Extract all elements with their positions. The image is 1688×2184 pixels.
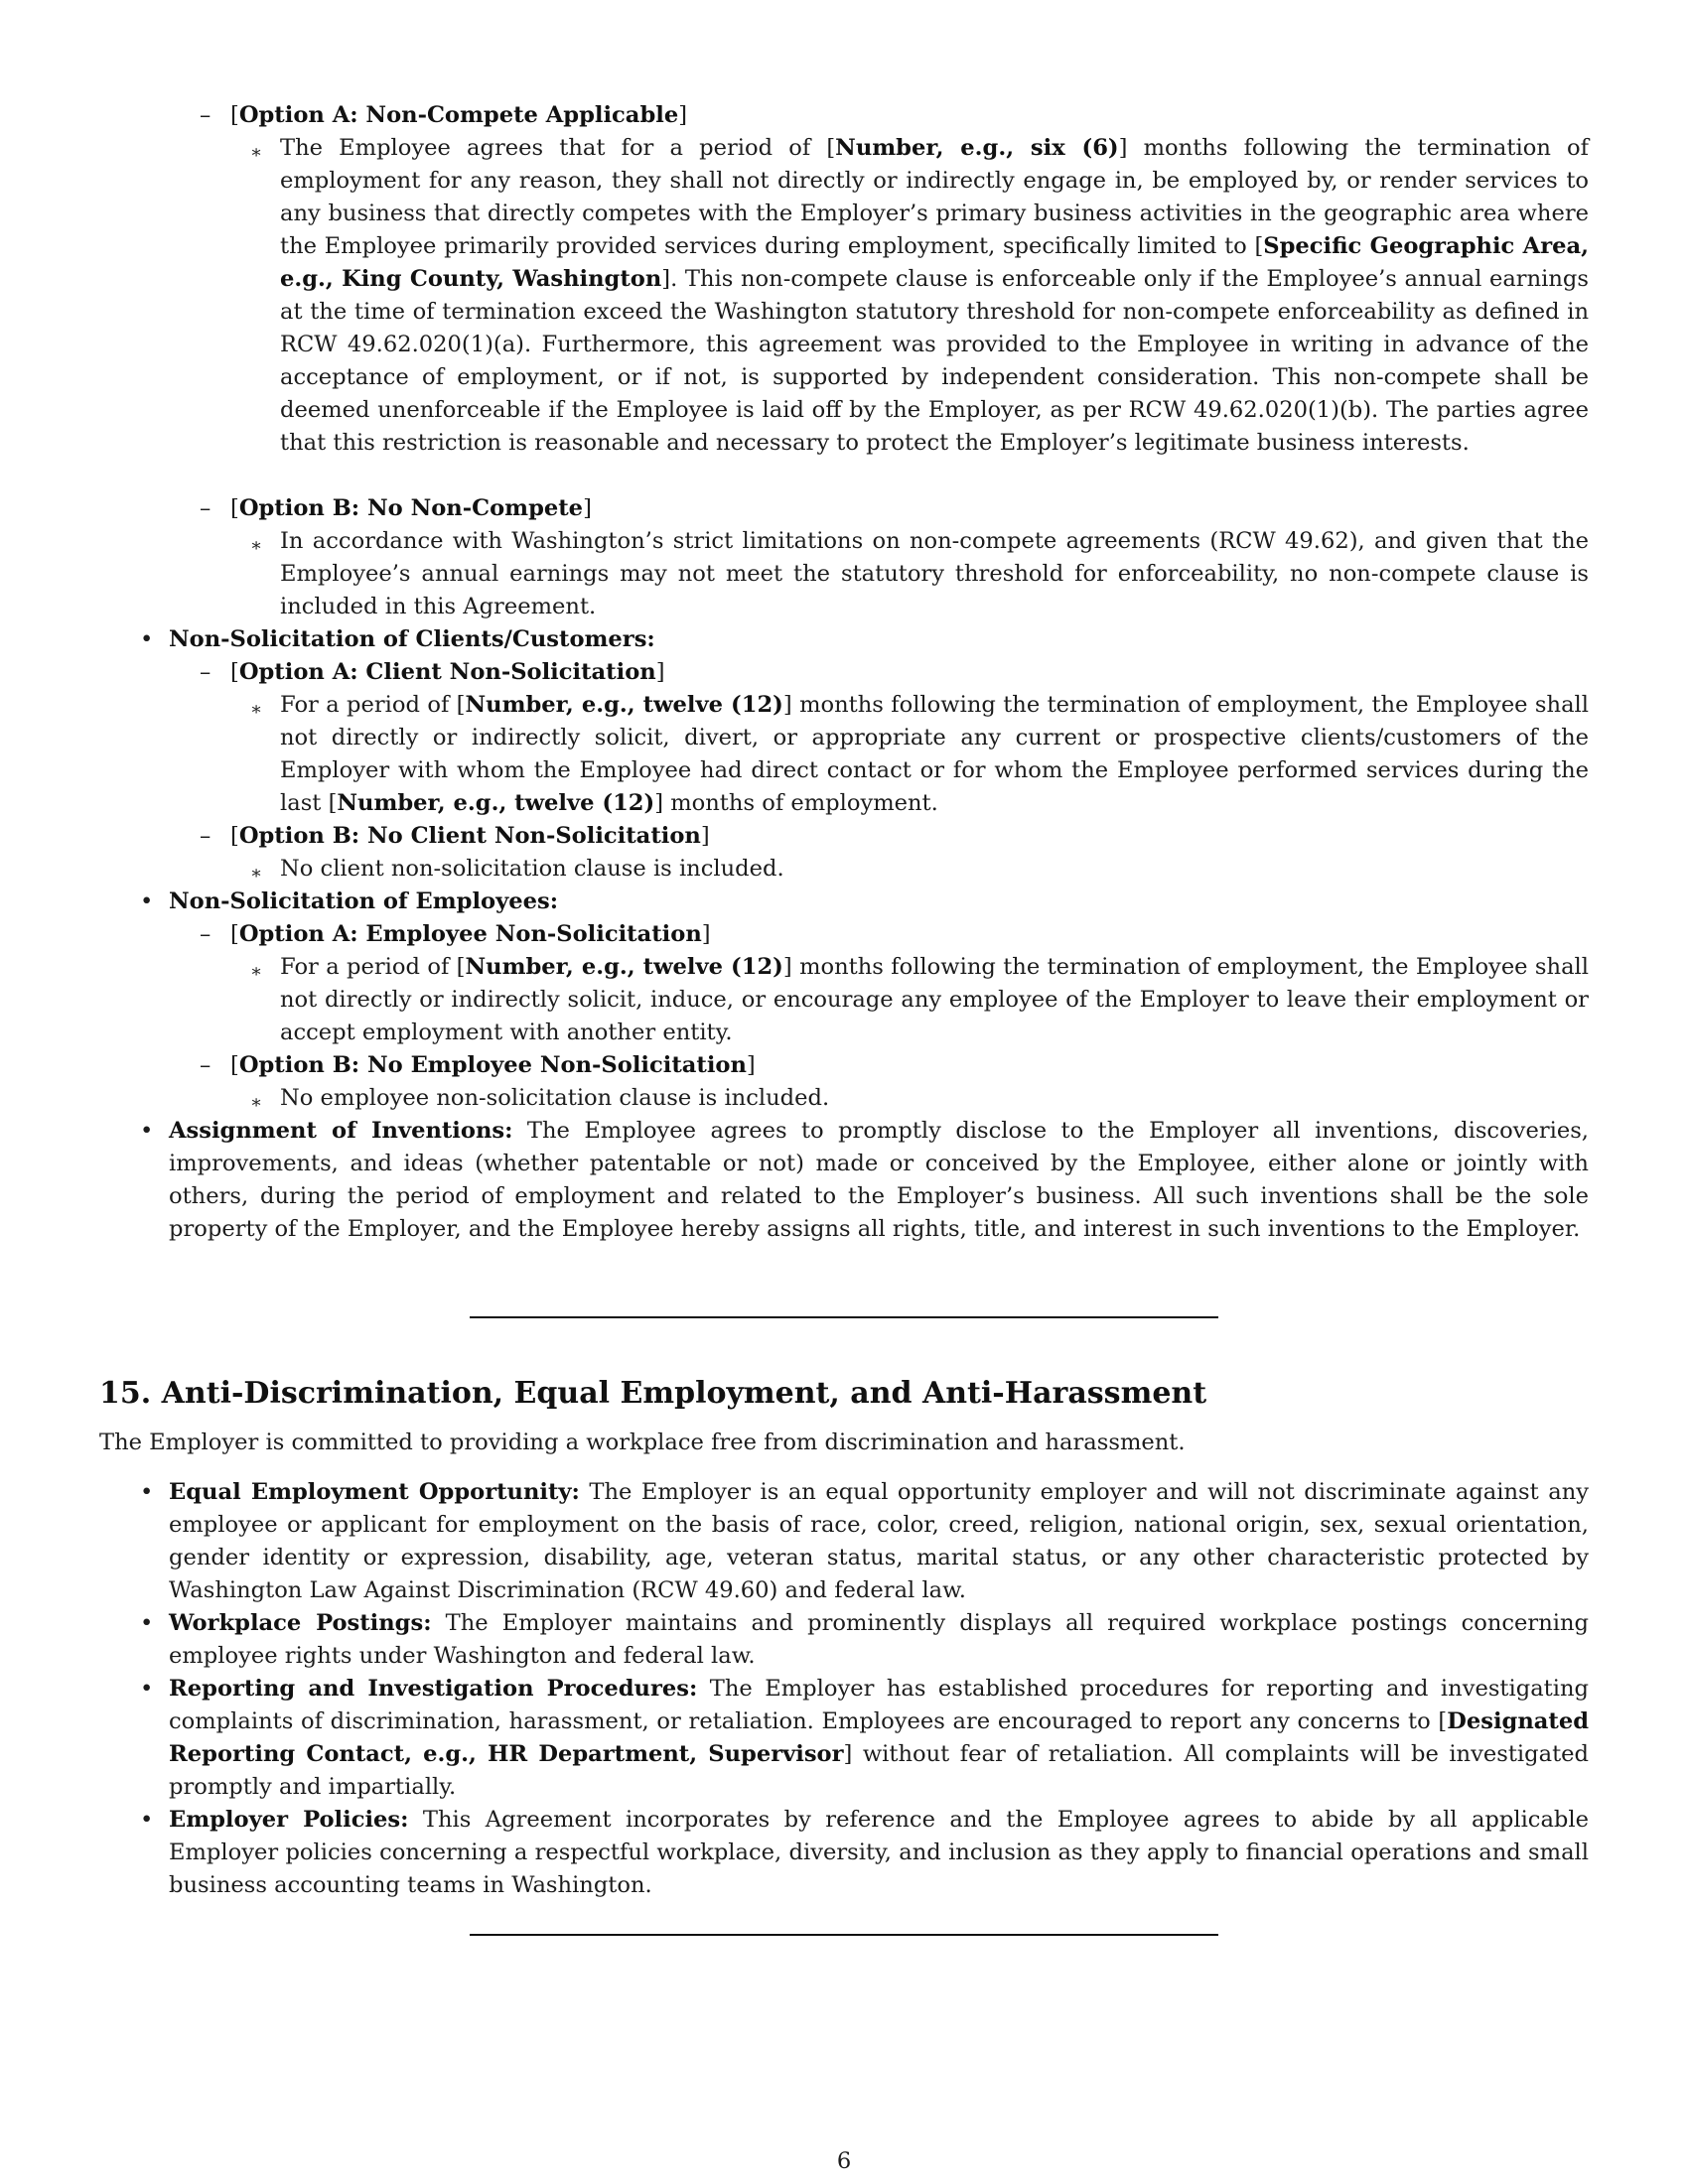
assignment-of-inventions-item: • Assignment of Inventions: The Employee agrees to promptly disclose to the Employer all inventions, discoveries, improvements, and ideas (whether patentable or not) made or conceived by the Employee, either alone or jointly with others, during the period of employment and related to the Employer’s business. All such inventions shall be the sole property of the Employer, and the Employee hereby assigns all rights, title, and interest in such inventions to the Employer. [140, 1115, 1589, 1246]
dash-marker: – [200, 659, 211, 685]
dash-marker: – [200, 823, 211, 849]
no-non-compete-clause: ∗ In accordance with Washington’s strict limitations on non-compete agreements (RCW 49.62), and given that the Employee’s annual earnings may not meet the statutory threshold for enforceability, no non-compete clause is included in this Agreement. [250, 528, 1589, 619]
section-15-intro: The Employer is committed to providing a workplace free from discrimination and harassment. [99, 1430, 1186, 1455]
dash-marker: – [200, 495, 211, 521]
asterisk-marker: ∗ [250, 535, 263, 556]
no-employee-non-solicitation-clause: ∗ No employee non-solicitation clause is included. [250, 1082, 1589, 1115]
asterisk-marker: ∗ [250, 699, 263, 720]
bullet-marker: • [140, 626, 154, 652]
employer-policies-item: • Employer Policies: This Agreement incorporates by reference and the Employee agrees to abide by all applicable Employer policies concerning a respectful workplace, diversity, and inclusion as they apply to financial operations and small business accounting teams in Washington. [140, 1804, 1589, 1902]
asterisk-marker: ∗ [250, 961, 263, 982]
employee-non-solicitation-item: • Non-Solicitation of Employees: [140, 886, 1589, 918]
section-divider [470, 1934, 1218, 1936]
reporting-procedures-item: • Reporting and Investigation Procedures: The Employer has established procedures for reporting and investigating complaints of discrimination, harassment, or retaliation. Employees are encouraged to report any concerns to [Designated Reporting Contact, e.g., HR Department, Supervisor] without fear of retaliation. All complaints will be investigated promptly and impartially. [140, 1673, 1589, 1804]
section-divider [470, 1316, 1218, 1318]
asterisk-marker: ∗ [250, 1092, 263, 1113]
workplace-postings-item: • Workplace Postings: The Employer maintains and prominently displays all required workplace postings concerning employee rights under Washington and federal law. [140, 1607, 1589, 1673]
document-page: – [Option A: Non-Compete Applicable] ∗ The Employee agrees that for a period of [Number, e.g., six (6)] months following the termination of employment for any reason, they shall not directly or indirectly engage in, be employed by, or render services to any business that directly competes with the Employer’s primary business activities in the geographic area where the Employee primarily provided services during employment, specifically limited to [Specific Geographic Area, e.g., King County, Washington]. This non-compete clause is enforceable only if the Employee’s annual earnings at the time of termination exceed the Washington statutory threshold for non-compete enforceability as defined in RCW 49.62.020(1)(a). Furthermore, this agreement was provided to the Employee in writing in advance of the acceptance of employment, or if not, is supported by independent consideration. This non-compete shall be deemed unenforceable if the Employee is laid off by the Employer, as per RCW 49.62.020(1)(b). The parties agree that this restriction is reasonable and necessary to protect the Employer’s legitimate business interests. – [Option B: No Non-Compete] ∗ In accordance with Washington’s strict limitations on non-compete agreements (RCW 49.62), and given that the Employee’s annual earnings may not meet the statutory threshold for enforceability, no non-compete clause is included in this Agreement. • Non-Solicitation of Clients/Customers: – [Option A: Client Non-Solicitation] ∗ For a period of [Number, e.g., twelve (12)] months following the termination of employment, the Employee shall not directly or indirectly solicit, divert, or appropriate any current or prospective clients/customers of the Employer with whom the Employee had direct contact or for whom the Employee performed services during the last [Number, e.g., twelve (12)] months of employment. – [Option B: No Client Non-Solicitation] ∗ No client non-solicitation clause is included. • Non-Solicitation of Employees: – [Option A: Employee Non-Solicitation] ∗ For a period of [Number, e.g., twelve (12)] months following the termination of employment, the Employee shall not directly or indirectly solicit, induce, or encourage any employee of the Employer to leave their employment or accept employment with another entity. – [Option B: No Employee Non-Solicitation] ∗ No employee non-solicitation clause is included. • Assignment of Inventions: The Employee agrees to promptly disclose to the Employer all inventions, discoveries, improvements, and ideas (whether patentable or not) made or conceived by the Employee, either alone or jointly with others, during the period of employment and related to the Employer’s business. All such inventions shall be the sole property of the Employer, and the Employee hereby assigns all rights, title, and interest in such inventions to the Employer. 15. Anti-Discrimination, Equal Employment, and Anti-Harassment The Employer is committed to providing a workplace free from discrimination and harassment. • Equal Employment Opportunity: The Employer is an equal opportunity employer and will not discriminate against any employee or applicant for employment on the basis of race, color, creed, religion, national origin, sex, sexual orientation, gender identity or expression, disability, age, veteran status, marital status, or any other characteristic protected by Washington Law Against Discrimination (RCW 49.60) and federal law. • Workplace Postings: The Employer maintains and prominently displays all required workplace postings concerning employee rights under Washington and federal law. • Reporting and Investigation Procedures: The Employer has established procedures for reporting and investigating complaints of discrimination, harassment, or retaliation. Employees are encouraged to report any concerns to [Designated Reporting Contact, e.g., HR Department, Supervisor] without fear of retaliation. All complaints will be investigated promptly and impartially. • Employer Policies: This Agreement incorporates by reference and the Employee agrees to abide by all applicable Employer policies concerning a respectful workplace, diversity, and inclusion as they apply to financial operations and small business accounting teams in Washington. 6 [0, 0, 1688, 2184]
page-number: 6 [836, 2148, 852, 2174]
bullet-marker: • [140, 888, 154, 914]
no-client-non-solicitation-clause: ∗ No client non-solicitation clause is included. [250, 853, 1589, 886]
employee-non-solicitation-clause: ∗ For a period of [Number, e.g., twelve (12)] months following the termination of employment, the Employee shall not directly or indirectly solicit, induce, or encourage any employee of the Employer to leave their employment or accept employment with another entity. [250, 954, 1589, 1045]
equal-employment-item: • Equal Employment Opportunity: The Employer is an equal opportunity employer and will not discriminate against any employee or applicant for employment on the basis of race, color, creed, religion, national origin, sex, sexual orientation, gender identity or expression, disability, age, veteran status, marital status, or any other characteristic protected by Washington Law Against Discrimination (RCW 49.60) and federal law. [140, 1476, 1589, 1607]
option-label: Option A: Non-Compete Applicable [238, 102, 679, 128]
dash-marker: – [200, 102, 211, 128]
asterisk-marker: ∗ [250, 142, 263, 163]
bullet-marker: • [140, 1807, 154, 1833]
client-non-solicitation-clause: ∗ For a period of [Number, e.g., twelve (12)] months following the termination of employment, the Employee shall not directly or indirectly solicit, divert, or appropriate any current or prospective clients/customers of the Employer with whom the Employee had direct contact or for whom the Employee performed services during the last [Number, e.g., twelve (12)] months of employment. [250, 692, 1589, 816]
option-label: Option B: No Non-Compete [238, 495, 584, 521]
non-compete-clause: ∗ The Employee agrees that for a period of [Number, e.g., six (6)] months following the termination of employment for any reason, they shall not directly or indirectly engage in, be employed by, or render services to any business that directly competes with the Employer’s primary business activities in the geographic area where the Employee primarily provided services during employment, specifically limited to [Specific Geographic Area, e.g., King County, Washington]. This non-compete clause is enforceable only if the Employee’s annual earnings at the time of termination exceed the Washington statutory threshold for non-compete enforceability as defined in RCW 49.62.020(1)(a). Furthermore, this agreement was provided to the Employee in writing in advance of the acceptance of employment, or if not, is supported by independent consideration. This non-compete shall be deemed unenforceable if the Employee is laid off by the Employer, as per RCW 49.62.020(1)(b). The parties agree that this restriction is reasonable and necessary to protect the Employer’s legitimate business interests. [250, 135, 1589, 456]
bullet-marker: • [140, 1118, 154, 1144]
bullet-marker: • [140, 1479, 154, 1505]
client-non-solicitation-item: • Non-Solicitation of Clients/Customers: [140, 623, 1589, 656]
asterisk-marker: ∗ [250, 863, 263, 884]
bullet-marker: • [140, 1610, 154, 1636]
bullet-marker: • [140, 1676, 154, 1702]
dash-marker: – [200, 921, 211, 947]
section-15-heading: 15. Anti-Discrimination, Equal Employment, and Anti-Harassment [99, 1376, 1207, 1411]
dash-marker: – [200, 1052, 211, 1078]
